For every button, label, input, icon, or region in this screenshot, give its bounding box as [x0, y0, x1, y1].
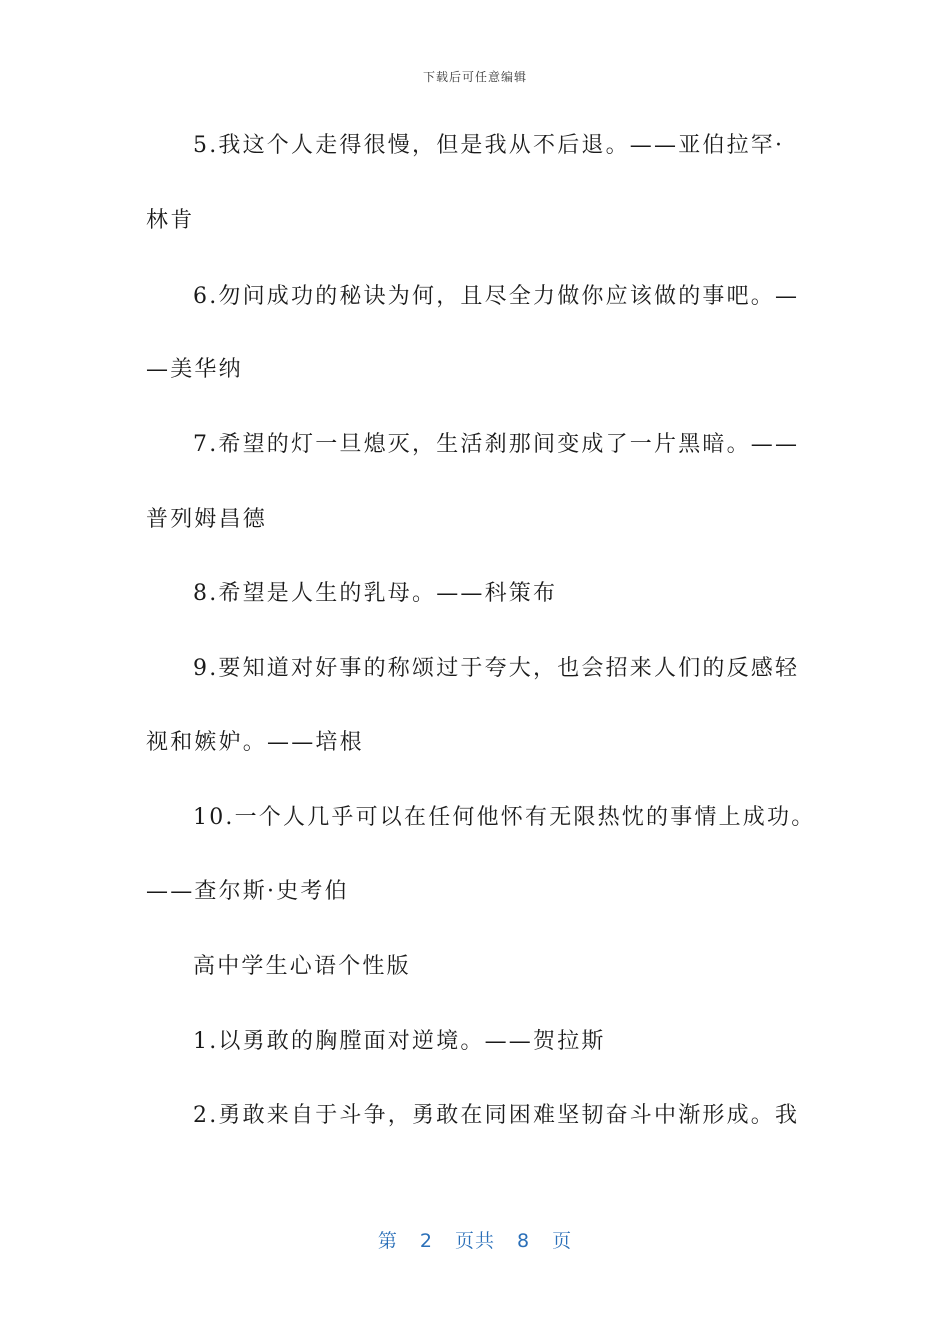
header-note: 下载后可任意编辑	[422, 70, 527, 84]
quote-line: 2.勇敢来自于斗争，勇敢在同困难坚韧奋斗中渐形成。我	[193, 1103, 800, 1128]
quote-line: 1.以勇敢的胸膛面对逆境。——贺拉斯	[193, 1029, 606, 1054]
footer-prefix: 第	[377, 1230, 398, 1252]
page-footer	[0, 1226, 950, 1253]
footer-middle: 页共	[454, 1230, 495, 1252]
footer-suffix: 页	[552, 1230, 573, 1252]
quote-line: 9.要知道对好事的称颂过于夸大，也会招来人们的反感轻	[193, 656, 800, 681]
quote-line: 7.希望的灯一旦熄灭，生活刹那间变成了一片黑暗。——	[193, 432, 800, 457]
section-heading: 高中学生心语个性版	[193, 954, 411, 979]
quote-line: 视和嫉妒。——培根	[146, 730, 364, 755]
footer-current-page: 2	[419, 1230, 433, 1252]
quote-line: 林肯	[146, 208, 195, 233]
quote-line: 8.希望是人生的乳母。——科策布	[193, 581, 558, 606]
quote-line: 5.我这个人走得很慢，但是我从不后退。——亚伯拉罕·	[193, 133, 785, 158]
quote-line: 普列姆昌德	[146, 507, 268, 532]
quote-line: —美华纳	[146, 357, 243, 382]
quote-line: 10.一个人几乎可以在任何他怀有无限热忱的事情上成功。	[193, 805, 816, 830]
quote-line: ——查尔斯·史考伯	[146, 879, 349, 904]
quote-line: 6.勿问成功的秘诀为何，且尽全力做你应该做的事吧。—	[193, 284, 800, 309]
footer-total-pages: 8	[517, 1230, 531, 1252]
